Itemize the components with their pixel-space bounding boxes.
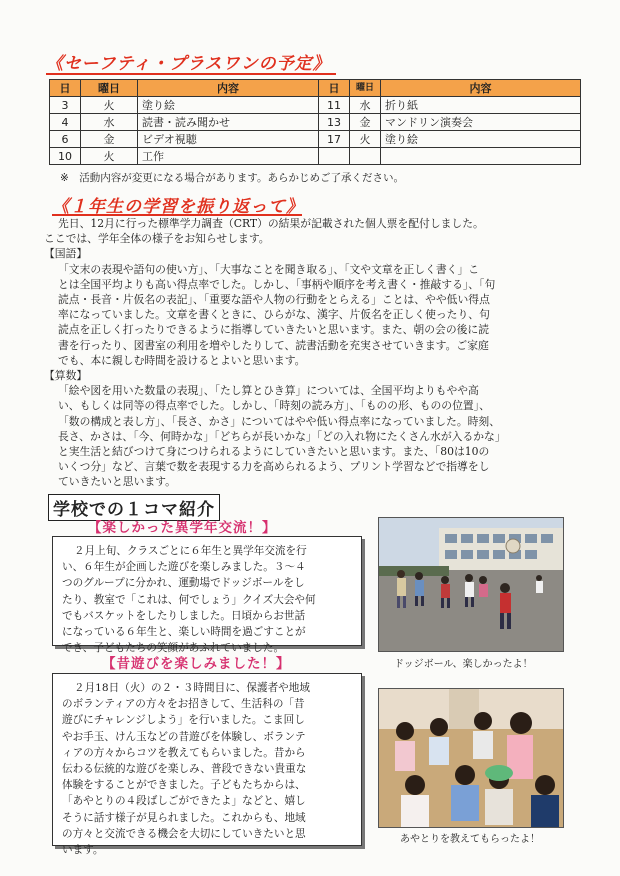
cell-weekday: 火 [81, 97, 138, 114]
cell-content: 折り紙 [381, 97, 581, 114]
kokugo-line: でも、本に親しむ時間を設けるとよいと思います。 [58, 353, 306, 367]
event2-line: そうに話す様子が見られました。これからも、地域 [62, 811, 306, 824]
review-body [44, 216, 584, 490]
ayatori-photo [378, 688, 564, 828]
cell-weekday: 火 [350, 131, 381, 148]
kokugo-label: 【国語】 [44, 247, 88, 261]
sansu-line: 「数の構成と表し方」、「長さ、かさ」についてはやや低い得点率になっていました。時刻、 [58, 414, 501, 428]
school-section-title: 学校での１コマ紹介 [48, 494, 220, 521]
kokugo-line: とは全国平均よりも高い得点率でした。しかし、「事柄や順序を考え書く・推敲する」、「句 [58, 277, 496, 291]
ayatori-caption: あやとりを教えてもらったよ！ [400, 834, 540, 845]
cell-day [319, 148, 350, 165]
event1-line: になっている６年生と、楽しい時間を過ごすことが [62, 626, 306, 639]
ayatori-photo-image [379, 689, 563, 827]
header-day: 日 [50, 80, 81, 97]
dodgeball-photo-image [379, 518, 563, 651]
cell-content [381, 148, 581, 165]
dodgeball-caption: ドッジボール、楽しかったよ！ [394, 659, 533, 670]
cell-day: 10 [50, 148, 81, 165]
kokugo-line: 読点・長音・片仮名の表記」、「重要な語や人物の行動をとらえる」ことは、やや低い得点 [58, 293, 490, 307]
cell-day: 13 [319, 114, 350, 131]
sansu-line: と実生活と結びつけて身につけられるようにしていきたいと思います。また、「80は10の [58, 445, 490, 459]
event2-line: 遊びにチャレンジしよう」を行いました。こま回し [62, 714, 305, 727]
cell-content: 塗り絵 [138, 97, 319, 114]
event2-line: ２月18日（火）の２・３時間目に、保護者や地域 [74, 682, 310, 694]
cell-day: 11 [319, 97, 350, 114]
cell-day: 17 [319, 131, 350, 148]
cell-weekday: 火 [81, 148, 138, 165]
event1-line: でもバスケットをしたりしました。日頃からお世話 [62, 609, 306, 622]
event2-line: 体験をすることができました。子どもたちからは、 [62, 779, 306, 792]
event2-textbox [52, 673, 362, 857]
cell-day: 6 [50, 131, 81, 148]
event1-line: でき、子どもたちの笑顔があふれていました。 [62, 642, 285, 655]
event1-line: ２月上旬、クラスごとに６年生と異学年交流を行 [74, 545, 307, 557]
header-content: 内容 [138, 80, 319, 97]
header-content-2: 内容 [381, 80, 581, 97]
cell-weekday [350, 148, 381, 165]
event2-line: やお手玉、けん玉などの昔遊びを体験し、ボランテ [62, 730, 306, 743]
event1-line: たり、教室で「これは、何でしょう」クイズ大会や何 [62, 593, 316, 606]
schedule-title: 《セーフティ・プラスワンの予定》 [46, 54, 331, 74]
sansu-line: 「絵や図を用いた数量の表現」、「たし算とひき算」については、全国平均よりもやや高 [58, 384, 479, 398]
cell-content: 塗り絵 [381, 131, 581, 148]
event2-line: 伝わる伝統的な遊びを楽しみ、普段できない貴重な [62, 763, 307, 776]
sansu-line: いくつ分」など、言葉で数を表現する力を高められるよう、プリント学習などで指導をし [58, 460, 490, 474]
sansu-line: ていきたいと思います。 [58, 475, 176, 489]
event2-line: の方々と交流できる機会を大切にしていきたいと思 [62, 827, 306, 840]
cell-content: 工作 [138, 148, 319, 165]
event2-line: 「あやとりの４段ばしごができたよ」などと、嬉し [62, 795, 306, 808]
kokugo-line: 「文末の表現や語句の使い方」、「大事なことを聞き取る」、「文や文章を正しく書く」こ [58, 262, 480, 276]
cell-content: ビデオ視聴 [138, 131, 319, 148]
sansu-line: 長さ、かさは、「今、何時かな」「どちらが長いかな」「どの入れ物にたくさん水が入るかな」 [58, 429, 506, 443]
event1-textbox [52, 536, 362, 655]
schedule-header-row [50, 80, 581, 97]
cell-content: 読書・読み聞かせ [138, 114, 319, 131]
event1-line: つのグループに分かれ、運動場でドッジボールをし [62, 577, 305, 590]
cell-weekday: 水 [350, 97, 381, 114]
cell-content: マンドリン演奏会 [381, 114, 581, 131]
cell-day: 4 [50, 114, 81, 131]
event2-line: のボランティアの方々をお招きして、生活科の「昔 [62, 698, 305, 711]
cell-weekday: 金 [350, 114, 381, 131]
schedule-note: ※ 活動内容が変更になる場合があります。あらかじめご了承ください。 [60, 172, 404, 184]
dodgeball-photo [378, 517, 564, 652]
cell-weekday: 金 [81, 131, 138, 148]
kokugo-line: 読点を正しく打ったりできるように指導していきたいと思います。また、朝の会の後に読 [58, 323, 490, 337]
table-row [50, 114, 581, 131]
review-title: 《１年生の学習を振り返って》 [52, 197, 304, 217]
schedule-title-underline [46, 73, 336, 75]
table-row [50, 97, 581, 114]
cell-weekday: 水 [81, 114, 138, 131]
header-weekday: 曜日 [81, 80, 138, 97]
event2-line: います。 [62, 844, 104, 857]
cell-day: 3 [50, 97, 81, 114]
table-row [50, 131, 581, 148]
event2-heading: 【昔遊びを楽しみました！】 [102, 656, 291, 672]
intro-line: ここでは、学年全体の様子をお知らせします。 [44, 232, 270, 246]
table-row [50, 148, 581, 165]
sansu-label: 【算数】 [44, 369, 88, 383]
intro-line: 先日、12月に行った標準学力調査（CRT）の結果が記載された個人票を配付しました。 [58, 217, 484, 230]
header-weekday-2: 曜日 [350, 80, 381, 97]
header-day-2: 日 [319, 80, 350, 97]
event1-heading: 【楽しかった異学年交流！】 [88, 520, 277, 536]
schedule-table [49, 79, 581, 165]
event1-line: い、６年生が企画した遊びを楽しみました。３～４ [62, 561, 306, 574]
sansu-line: い、もしくは同等の得点率でした。しかし、「時刻の読み方」、「ものの形、ものの位置」、 [58, 399, 490, 413]
event2-line: ィアの方々からコツを教えてもらいました。昔から [62, 746, 306, 759]
kokugo-line: 率になっていました。文章を書くときに、ひらがな、漢字、片仮名を正しく使ったり、句 [58, 308, 490, 322]
kokugo-line: 書を行ったり、図書室の利用を増やしたりして、読書活動を充実させていきます。ご家庭 [58, 338, 489, 352]
